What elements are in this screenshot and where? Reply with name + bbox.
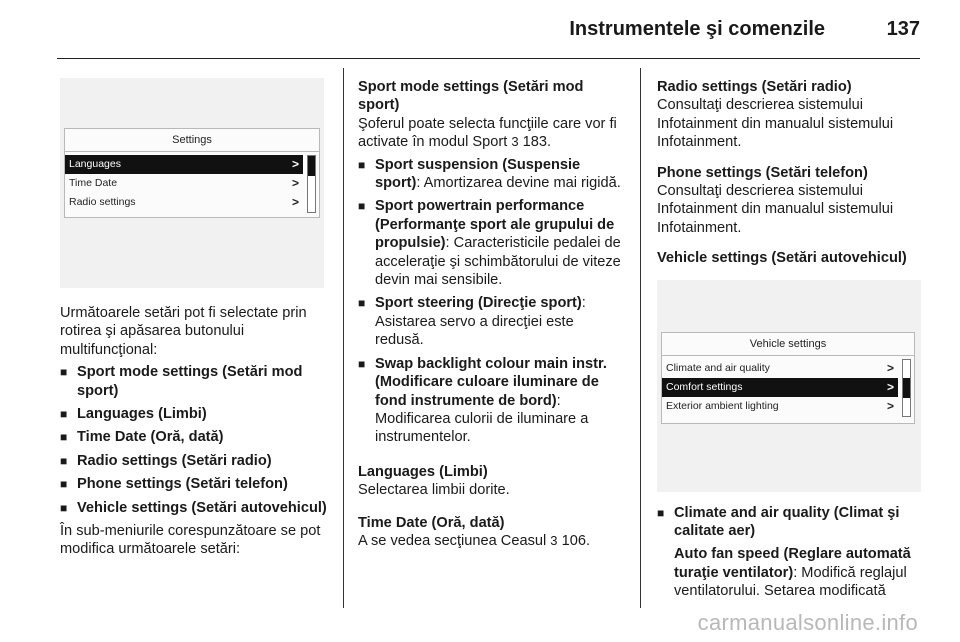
- intro-text: Următoarele setări pot fi selectate prin rotirea şi apăsarea butonului multifuncţional:: [60, 305, 307, 358]
- watermark: carmanualsonline.info: [697, 610, 918, 635]
- settings-display: [64, 128, 320, 218]
- list-item: ■ Languages (Limbi): [60, 405, 330, 423]
- display-scrollbar: [902, 359, 911, 417]
- page-reference-icon: 3: [550, 532, 558, 548]
- column-3: [657, 78, 925, 601]
- auto-fan-text: Auto fan speed (Reglare automată turaţie ventilator): Modifică reglajul ventilatorului. Setarea modificată: [674, 546, 911, 600]
- vehicle-settings-display: [661, 332, 915, 424]
- chevron-right-icon: >: [886, 398, 894, 413]
- settings-display-title: Settings: [65, 129, 319, 152]
- vehicle-display-title: Vehicle settings: [662, 333, 914, 356]
- page-reference-icon: 3: [511, 134, 519, 150]
- chevron-right-icon: >: [291, 157, 299, 171]
- languages-heading: Languages (Limbi): [358, 463, 488, 480]
- display-row-comfort: Comfort settings >: [662, 378, 898, 397]
- settings-list: [60, 363, 330, 517]
- vehicle-settings-screen-image: [657, 280, 921, 492]
- list-item: ■ Sport powertrain performance (Performanţe sport ale grupului de propulsie): Caracteristicile pedalei de acceleraţie şi schimbătorului de viteze devin mai sensibile.: [358, 197, 626, 289]
- time-date-text: A se vedea secţiunea Ceasul 3 106.: [358, 532, 590, 549]
- chevron-right-icon: >: [886, 360, 894, 375]
- column-divider-2: [640, 68, 641, 608]
- languages-text: Selectarea limbii dorite.: [358, 482, 510, 499]
- column-divider-1: [343, 68, 344, 608]
- sport-mode-heading: Sport mode settings (Setări mod sport): [358, 79, 584, 114]
- display-row-climate: Climate and air quality >: [662, 359, 898, 378]
- phone-settings-text: Consultaţi descrierea sistemului Infotainment din manualul sistemului Infotainment.: [657, 183, 894, 236]
- list-item: ■ Sport steering (Direcţie sport): Asistarea servo a direcţiei este redusă.: [358, 294, 626, 349]
- chapter-title: Instrumentele şi comenzile: [569, 18, 825, 40]
- outro-text: În sub-meniurile corespunzătoare se pot modifica următoarele setări:: [60, 523, 321, 558]
- page-number: 137: [886, 18, 920, 40]
- list-item: ■ Time Date (Oră, dată): [60, 428, 330, 446]
- list-item: ■ Phone settings (Setări telefon): [60, 475, 330, 493]
- sport-mode-text: Şoferul poate selecta funcţiile care vor fi activate în modul Sport 3 183.: [358, 115, 617, 151]
- settings-screen-image: [60, 78, 324, 288]
- display-row-languages: Languages >: [65, 155, 303, 174]
- vehicle-options-list: [657, 504, 925, 541]
- list-item: ■ Swap backlight colour main instr. (Modificare culoare iluminare de fond instrumente de bord): Modificarea culorii de iluminare a instrumentelor.: [358, 355, 626, 447]
- chevron-right-icon: >: [886, 379, 894, 394]
- chevron-right-icon: >: [291, 195, 299, 209]
- list-item: ■ Radio settings (Setări radio): [60, 452, 330, 470]
- list-item: ■ Sport mode settings (Setări mod sport): [60, 363, 330, 400]
- list-item: ■ Vehicle settings (Setări autovehicul): [60, 499, 330, 517]
- vehicle-settings-heading: Vehicle settings (Setări autovehicul): [657, 250, 907, 267]
- display-row-exterior-lighting: Exterior ambient lighting >: [662, 397, 898, 416]
- time-date-heading: Time Date (Oră, dată): [358, 514, 505, 531]
- sport-options-list: [358, 156, 626, 447]
- display-scrollbar: [307, 155, 316, 213]
- column-2: [358, 78, 626, 550]
- column-1: [60, 78, 330, 559]
- radio-settings-text: Consultaţi descrierea sistemului Infotainment din manualul sistemului Infotainment.: [657, 97, 894, 151]
- header-rule: [57, 58, 920, 59]
- display-row-time-date: Time Date >: [65, 174, 303, 193]
- chevron-right-icon: >: [291, 176, 299, 190]
- display-row-radio-settings: Radio settings >: [65, 193, 303, 212]
- page-header: [0, 0, 960, 62]
- list-item: ■ Climate and air quality (Climat şi calitate aer): [657, 504, 925, 541]
- phone-settings-heading: Phone settings (Setări telefon): [657, 164, 868, 181]
- list-item: ■ Sport suspension (Suspensie sport): Amortizarea devine mai rigidă.: [358, 156, 626, 193]
- radio-settings-heading: Radio settings (Setări radio): [657, 79, 852, 95]
